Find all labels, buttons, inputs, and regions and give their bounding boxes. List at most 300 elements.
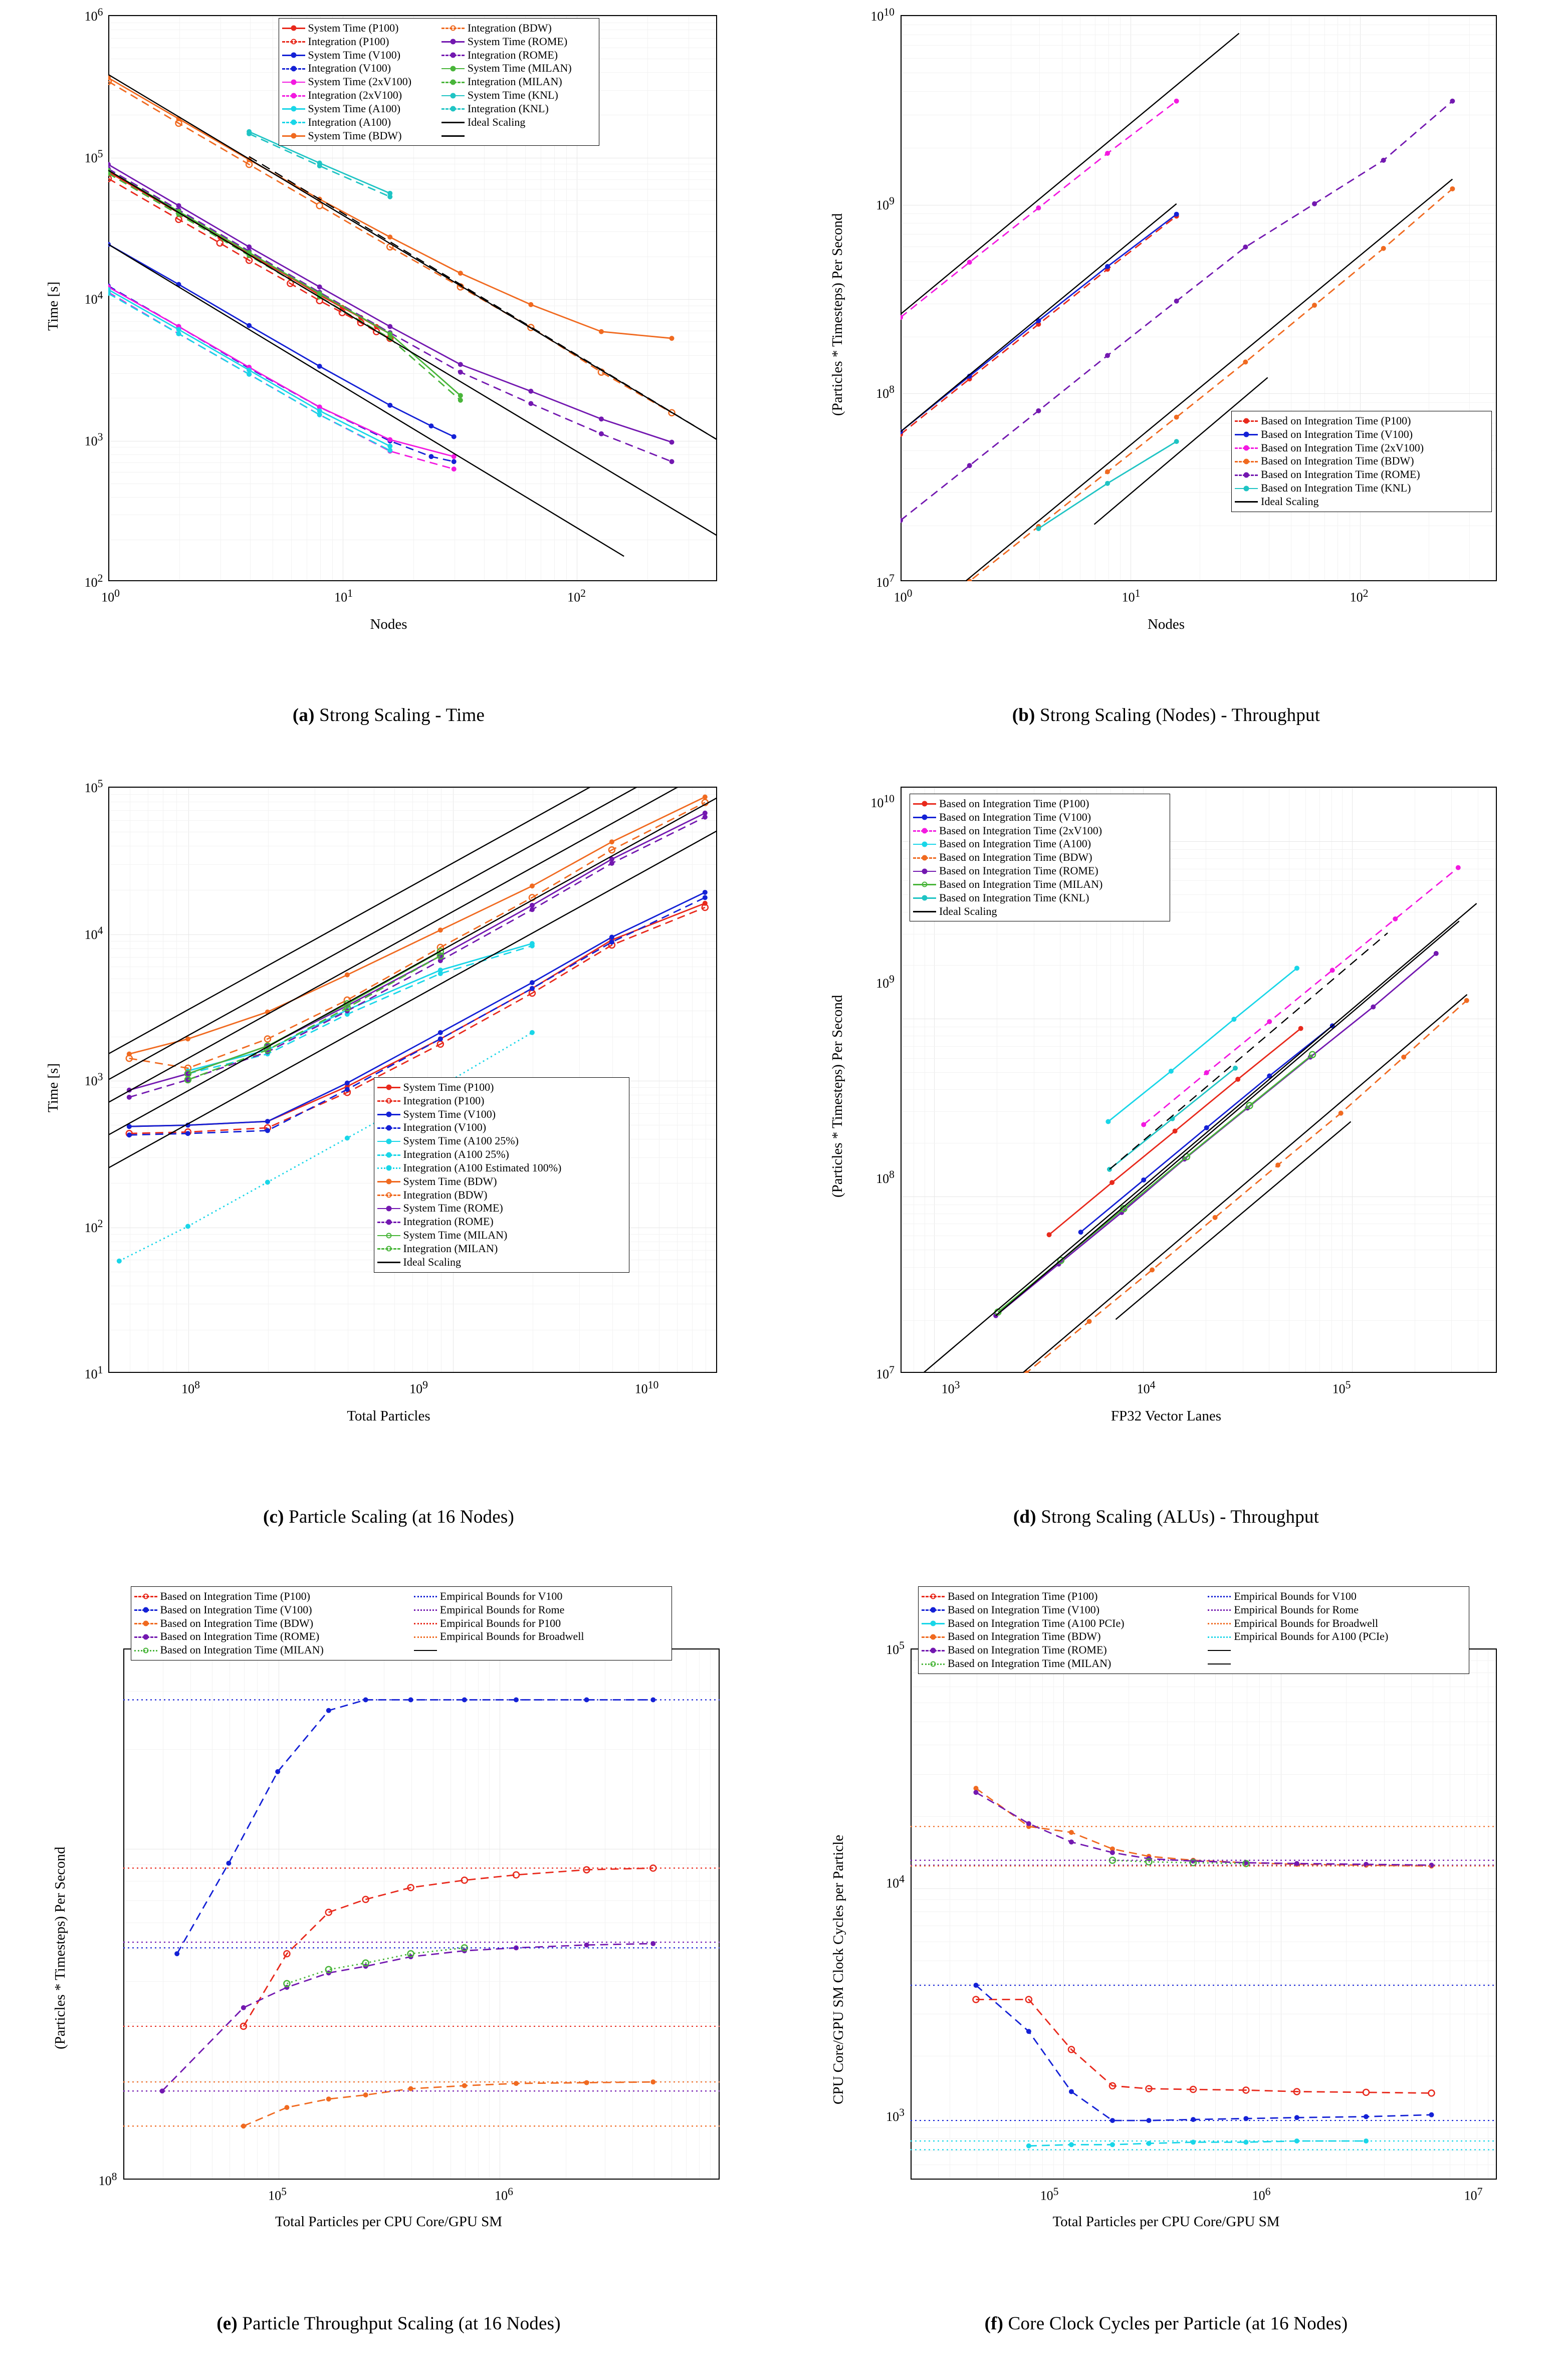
- data-marker: [598, 416, 603, 421]
- y-tick-a-4: $10^6$: [84, 6, 103, 24]
- legend-symbol: [377, 1205, 400, 1213]
- legend-item[interactable]: [441, 129, 595, 143]
- legend-item[interactable]: [1208, 1590, 1465, 1603]
- legend-label: Integration (A100 25%): [403, 1148, 509, 1161]
- data-marker: [1381, 246, 1386, 251]
- y-tick-a-0: $10^2$: [84, 572, 103, 590]
- series-line: [976, 2000, 1432, 2093]
- legend-item[interactable]: [377, 1094, 625, 1108]
- data-marker: [451, 434, 456, 439]
- x-axis-label-d: FP32 Vector Lanes: [1110, 1408, 1222, 1424]
- data-marker: [1191, 2117, 1196, 2122]
- legend-symbol: [414, 1592, 437, 1600]
- data-marker: [1174, 212, 1179, 217]
- y-axis-label-d: (Particles * Timesteps) Per Second: [829, 995, 845, 1198]
- series-line: [243, 2082, 652, 2126]
- data-marker: [898, 518, 903, 523]
- legend-label: Integration (P100): [308, 35, 389, 48]
- data-marker: [1312, 303, 1317, 308]
- legend-symbol: [913, 813, 936, 821]
- x-axis-label-e: Total Particles per CPU Core/GPU SM: [275, 2214, 503, 2230]
- data-marker: [1243, 2116, 1248, 2121]
- legend-item[interactable]: [282, 116, 434, 129]
- legend-label: Based on Integration Time (2xV100): [939, 824, 1102, 837]
- legend-item[interactable]: [134, 1603, 407, 1617]
- legend-label: Based on Integration Time (BDW): [939, 851, 1092, 864]
- legend-item[interactable]: [913, 824, 1166, 838]
- data-marker: [1173, 1128, 1178, 1133]
- legend-symbol: [377, 1232, 400, 1240]
- data-marker: [529, 943, 534, 948]
- x-axis-label-f: Total Particles per CPU Core/GPU SM: [1052, 2214, 1280, 2230]
- legend-label: Based on Integration Time (MILAN): [948, 1657, 1112, 1670]
- legend-item[interactable]: [377, 1121, 625, 1134]
- series-based-on-integration-time-p100-: [973, 1997, 1434, 2096]
- legend-label: Integration (BDW): [403, 1188, 488, 1201]
- data-marker: [408, 2086, 413, 2091]
- legend-label: Integration (P100): [403, 1094, 485, 1107]
- legend-label: Empirical Bounds for A100 (PCIe): [1234, 1630, 1389, 1643]
- legend-item[interactable]: [1235, 428, 1487, 441]
- x-tick-b-0: $10^0$: [894, 587, 913, 605]
- legend-item[interactable]: [282, 102, 434, 116]
- series-line: [129, 817, 705, 1097]
- legend-label: System Time (A100 25%): [403, 1134, 519, 1147]
- data-marker: [284, 2105, 289, 2110]
- x-axis-label-c: Total Particles: [347, 1408, 430, 1424]
- data-marker: [1109, 1180, 1115, 1185]
- legend-label: Ideal Scaling: [403, 1255, 461, 1268]
- y-tick-a-1: $10^3$: [84, 431, 103, 448]
- legend-symbol: [922, 1606, 945, 1614]
- legend-item[interactable]: [441, 116, 595, 129]
- series-line: [108, 169, 672, 462]
- legend-symbol: [282, 118, 305, 126]
- legend-item[interactable]: [913, 851, 1166, 864]
- legend-symbol: [282, 38, 305, 46]
- ideal-scaling-line: [108, 245, 624, 557]
- data-marker: [1429, 2090, 1435, 2096]
- data-marker: [1275, 1162, 1280, 1167]
- data-marker: [1069, 1830, 1074, 1835]
- x-tick-f-1: $10^6$: [1252, 2186, 1271, 2203]
- data-marker: [1267, 1019, 1272, 1024]
- legend-label: Integration (ROME): [467, 48, 558, 61]
- data-marker: [428, 454, 433, 459]
- series-system-time-2xv100-: [106, 285, 457, 459]
- ideal-scaling-line: [901, 34, 1239, 315]
- data-marker: [458, 393, 463, 398]
- ideal-scaling-line: [964, 995, 1467, 1423]
- legend-item[interactable]: [913, 837, 1166, 851]
- legend-label: Based on Integration Time (BDW): [948, 1630, 1101, 1643]
- legend-item[interactable]: [1235, 414, 1487, 428]
- legend-b[interactable]: [1231, 411, 1492, 512]
- caption-e: (e) Particle Throughput Scaling (at 16 Nodes): [216, 2313, 561, 2334]
- data-marker: [1294, 966, 1299, 971]
- legend-label: System Time (P100): [308, 22, 399, 34]
- legend-symbol: [377, 1177, 400, 1185]
- data-marker: [1169, 1069, 1174, 1074]
- data-marker: [967, 260, 972, 265]
- legend-item[interactable]: [134, 1630, 407, 1643]
- data-marker: [458, 370, 463, 375]
- legend-item[interactable]: [922, 1630, 1201, 1643]
- data-marker: [387, 448, 392, 453]
- legend-label: Based on Integration Time (KNL): [939, 891, 1089, 904]
- series-based-on-integration-time-v100-: [973, 1983, 1434, 2123]
- legend-label: Ideal Scaling: [939, 904, 997, 917]
- data-marker: [669, 459, 674, 464]
- series-based-on-integration-time-2xv100-: [898, 99, 1179, 320]
- legend-item[interactable]: [1235, 495, 1487, 509]
- legend-item[interactable]: [922, 1603, 1201, 1617]
- data-marker: [529, 986, 534, 991]
- data-marker: [528, 401, 533, 406]
- data-marker: [598, 329, 603, 334]
- legend-symbol: [414, 1619, 437, 1627]
- x-tick-c-0: $10^8$: [181, 1379, 200, 1396]
- y-axis-label-b: (Particles * Timesteps) Per Second: [829, 213, 845, 416]
- series-line: [108, 287, 454, 457]
- series-based-on-integration-time-a100-pcie-: [1026, 2138, 1369, 2149]
- legend-item[interactable]: [377, 1134, 625, 1148]
- series-system-time-bdw-: [126, 795, 707, 1057]
- legend-item[interactable]: [441, 35, 595, 49]
- legend-label: Based on Integration Time (P100): [939, 797, 1089, 810]
- legend-item[interactable]: [441, 102, 595, 116]
- data-marker: [1141, 1122, 1146, 1127]
- subfigure-c: [0, 772, 777, 1573]
- legend-label: Integration (ROME): [403, 1215, 494, 1228]
- legend-f[interactable]: [918, 1586, 1469, 1674]
- legend-item[interactable]: [1208, 1603, 1465, 1617]
- data-marker: [1110, 1850, 1115, 1855]
- legend-label: Integration (BDW): [467, 22, 552, 34]
- legend-e[interactable]: [131, 1586, 672, 1660]
- legend-label: Integration (A100 Estimated 100%): [403, 1161, 562, 1174]
- legend-item[interactable]: [441, 62, 595, 75]
- legend-symbol: [1208, 1606, 1231, 1614]
- data-marker: [1147, 2141, 1152, 2146]
- legend-label: Based on Integration Time (A100 PCIe): [948, 1616, 1125, 1629]
- subfigure-f: [777, 1573, 1555, 2380]
- data-marker: [609, 939, 614, 944]
- legend-a[interactable]: [279, 18, 599, 146]
- legend-item[interactable]: [377, 1148, 625, 1161]
- legend-symbol: [1208, 1592, 1231, 1600]
- data-marker: [275, 1769, 280, 1774]
- series-line: [976, 1985, 1432, 2120]
- y-tick-d-0: $10^7$: [876, 1364, 895, 1381]
- data-marker: [1036, 526, 1041, 531]
- caption-b: (b) Strong Scaling (Nodes) - Throughput: [1012, 705, 1320, 726]
- data-marker: [344, 1081, 349, 1086]
- legend-item[interactable]: [377, 1175, 625, 1188]
- y-tick-b-2: $10^9$: [876, 195, 895, 212]
- legend-item[interactable]: [377, 1242, 625, 1256]
- x-tick-c-2: $10^{10}$: [634, 1379, 659, 1396]
- data-marker: [451, 459, 456, 464]
- data-marker: [458, 271, 463, 276]
- data-marker: [185, 1224, 190, 1229]
- data-marker: [1429, 2112, 1434, 2117]
- data-marker: [1036, 408, 1041, 413]
- series-based-on-integration-time-milan-: [284, 1945, 467, 1987]
- legend-label: Ideal Scaling: [467, 115, 526, 128]
- legend-item[interactable]: [1208, 1643, 1465, 1657]
- legend-symbol: [441, 105, 465, 113]
- data-marker: [1105, 353, 1110, 358]
- data-marker: [528, 302, 533, 307]
- legend-label: System Time (BDW): [308, 129, 402, 142]
- legend-item[interactable]: [913, 891, 1166, 905]
- y-axis-label-a: Time [s]: [45, 281, 61, 331]
- data-marker: [437, 1030, 442, 1035]
- data-marker: [1069, 1839, 1074, 1844]
- data-marker: [1174, 99, 1179, 104]
- series-based-on-integration-time-rome-: [159, 1941, 655, 2093]
- legend-label: Based on Integration Time (V100): [948, 1603, 1100, 1616]
- data-marker: [387, 437, 392, 442]
- plot-a: [23, 0, 755, 701]
- caption-a: (a) Strong Scaling - Time: [292, 705, 485, 726]
- legend-item[interactable]: [377, 1215, 625, 1229]
- data-marker: [1330, 968, 1335, 973]
- legend-item[interactable]: [1235, 454, 1487, 468]
- legend-item[interactable]: [282, 62, 434, 75]
- data-marker: [316, 202, 322, 208]
- ideal-scaling-line: [108, 170, 717, 536]
- legend-item[interactable]: [922, 1643, 1201, 1657]
- series-line: [129, 797, 705, 1054]
- y-tick-a-2: $10^4$: [84, 289, 103, 307]
- legend-item[interactable]: [922, 1657, 1201, 1671]
- caption-f: (f) Core Clock Cycles per Particle (at 16 Nodes): [984, 2313, 1348, 2334]
- legend-item[interactable]: [414, 1617, 668, 1630]
- legend-item[interactable]: [377, 1256, 625, 1269]
- series-line: [1144, 868, 1458, 1125]
- legend-c[interactable]: [374, 1077, 629, 1273]
- x-tick-a-1: $10^1$: [334, 587, 353, 605]
- legend-label: Based on Integration Time (2xV100): [1261, 441, 1424, 454]
- legend-label: System Time (V100): [403, 1107, 496, 1120]
- legend-item[interactable]: [913, 811, 1166, 824]
- legend-item[interactable]: [414, 1643, 668, 1657]
- legend-symbol: [134, 1606, 157, 1614]
- data-marker: [1450, 99, 1455, 104]
- legend-label: Integration (KNL): [467, 102, 549, 115]
- ideal-scaling-line: [901, 179, 1452, 635]
- data-marker: [317, 285, 322, 290]
- legend-item[interactable]: [1208, 1657, 1465, 1671]
- data-marker: [1233, 1066, 1238, 1071]
- legend-item[interactable]: [282, 75, 434, 89]
- data-marker: [451, 466, 456, 471]
- legend-item[interactable]: [414, 1590, 668, 1603]
- series-line: [108, 173, 461, 400]
- data-marker: [898, 315, 903, 320]
- legend-label: Based on Integration Time (A100): [939, 837, 1091, 850]
- legend-item[interactable]: [913, 878, 1166, 891]
- legend-label: Based on Integration Time (P100): [948, 1590, 1098, 1602]
- legend-label: Integration (V100): [403, 1121, 487, 1134]
- data-marker: [702, 795, 707, 800]
- x-tick-f-0: $10^5$: [1040, 2186, 1059, 2203]
- legend-symbol: [922, 1633, 945, 1641]
- legend-item[interactable]: [441, 89, 595, 102]
- data-marker: [1191, 2139, 1196, 2145]
- data-marker: [462, 2083, 467, 2088]
- legend-item[interactable]: [1208, 1617, 1465, 1630]
- legend-item[interactable]: [282, 89, 434, 102]
- data-marker: [1464, 998, 1469, 1003]
- data-marker: [1036, 205, 1041, 210]
- legend-label: Empirical Bounds for Broadwell: [1234, 1616, 1379, 1629]
- legend-label: System Time (P100): [403, 1081, 494, 1093]
- legend-symbol: [377, 1164, 400, 1172]
- data-marker: [1364, 2114, 1369, 2119]
- data-marker: [1298, 1026, 1303, 1031]
- legend-symbol: [1235, 498, 1258, 506]
- y-tick-f-1: $10^4$: [886, 1873, 905, 1890]
- legend-label: Based on Integration Time (V100): [939, 810, 1091, 823]
- legend-item[interactable]: [1235, 482, 1487, 495]
- legend-item[interactable]: [922, 1590, 1201, 1603]
- legend-symbol: [1235, 485, 1258, 493]
- plot-e: [23, 1573, 755, 2310]
- ideal-scaling-line: [108, 743, 717, 1080]
- legend-item[interactable]: [414, 1630, 668, 1643]
- series-line: [1029, 2141, 1366, 2146]
- data-marker: [598, 431, 603, 436]
- legend-label: Based on Integration Time (V100): [1261, 427, 1413, 440]
- legend-item[interactable]: [134, 1643, 407, 1657]
- x-tick-b-1: $10^1$: [1122, 587, 1141, 605]
- legend-item[interactable]: [441, 22, 595, 35]
- legend-item[interactable]: [282, 35, 434, 49]
- legend-label: Integration (MILAN): [467, 75, 562, 88]
- data-marker: [126, 1132, 131, 1137]
- legend-item[interactable]: [913, 797, 1166, 811]
- legend-item[interactable]: [377, 1188, 625, 1202]
- legend-item[interactable]: [1208, 1630, 1465, 1643]
- legend-item[interactable]: [1235, 441, 1487, 455]
- x-tick-a-2: $10^2$: [567, 587, 586, 605]
- legend-symbol: [922, 1619, 945, 1627]
- series-based-on-integration-time-v100-: [898, 212, 1179, 434]
- data-marker: [317, 412, 322, 417]
- subfigure-a: [0, 0, 777, 772]
- legend-label: System Time (MILAN): [403, 1229, 508, 1242]
- data-marker: [387, 331, 392, 336]
- legend-symbol: [441, 132, 465, 140]
- y-tick-f-0: $10^3$: [886, 2106, 905, 2124]
- legend-item[interactable]: [134, 1590, 407, 1603]
- legend-item[interactable]: [913, 905, 1166, 918]
- data-marker: [1105, 1119, 1110, 1124]
- legend-item[interactable]: [377, 1081, 625, 1094]
- y-tick-d-1: $10^8$: [876, 1168, 895, 1186]
- legend-item[interactable]: [441, 75, 595, 89]
- data-marker: [247, 372, 252, 377]
- legend-label: System Time (ROME): [467, 35, 568, 48]
- series-based-on-integration-time-p100-: [240, 1865, 655, 2029]
- legend-label: System Time (V100): [308, 48, 401, 61]
- legend-item[interactable]: [282, 22, 434, 35]
- legend-item[interactable]: [377, 1202, 625, 1215]
- data-marker: [326, 1708, 331, 1713]
- legend-item[interactable]: [922, 1617, 1201, 1630]
- legend-symbol: [377, 1258, 400, 1266]
- legend-d[interactable]: [910, 794, 1170, 921]
- legend-item[interactable]: [377, 1108, 625, 1121]
- legend-symbol: [913, 880, 936, 888]
- x-tick-d-0: $10^3$: [941, 1379, 960, 1396]
- series-based-on-integration-time-v100-: [1078, 1023, 1335, 1235]
- data-marker: [529, 907, 534, 912]
- series-line: [243, 1868, 652, 2026]
- legend-item[interactable]: [1235, 468, 1487, 482]
- legend-item[interactable]: [282, 129, 434, 143]
- y-tick-d-2: $10^9$: [876, 973, 895, 991]
- legend-symbol: [282, 65, 305, 73]
- data-marker: [176, 331, 181, 336]
- legend-symbol: [377, 1151, 400, 1159]
- data-marker: [529, 980, 534, 985]
- y-axis-label-c: Time [s]: [45, 1063, 61, 1112]
- legend-label: Based on Integration Time (ROME): [939, 864, 1098, 877]
- legend-symbol: [913, 854, 936, 862]
- legend-symbol: [441, 65, 465, 73]
- x-tick-d-2: $10^5$: [1332, 1379, 1351, 1396]
- series-line: [964, 1001, 1467, 1423]
- series-integration-v100-: [106, 284, 457, 464]
- legend-label: Based on Integration Time (ROME): [1261, 468, 1420, 481]
- legend-item[interactable]: [377, 1161, 625, 1175]
- legend-item[interactable]: [913, 864, 1166, 878]
- series-integration-2xv100-: [106, 290, 457, 471]
- data-marker: [1363, 2089, 1369, 2095]
- y-tick-c-2: $10^3$: [84, 1071, 103, 1088]
- data-marker: [967, 463, 972, 468]
- data-marker: [1243, 245, 1248, 250]
- legend-symbol: [282, 132, 305, 140]
- data-marker: [437, 971, 442, 976]
- subfigure-d: [777, 772, 1555, 1573]
- data-marker: [702, 895, 707, 900]
- legend-symbol: [441, 92, 465, 100]
- data-marker: [458, 398, 463, 403]
- legend-symbol: [134, 1619, 157, 1627]
- legend-item[interactable]: [377, 1229, 625, 1242]
- legend-symbol: [441, 118, 465, 126]
- data-marker: [247, 131, 252, 136]
- data-marker: [226, 1861, 231, 1866]
- data-marker: [387, 324, 392, 329]
- legend-item[interactable]: [441, 49, 595, 62]
- legend-item[interactable]: [282, 49, 434, 62]
- y-tick-b-3: $10^{10}$: [870, 6, 895, 24]
- legend-symbol: [1208, 1646, 1231, 1654]
- data-marker: [437, 1036, 442, 1041]
- series-based-on-integration-time-bdw-: [241, 2079, 655, 2128]
- legend-item[interactable]: [414, 1603, 668, 1617]
- data-marker: [1078, 1230, 1083, 1235]
- data-marker: [1434, 951, 1439, 956]
- legend-item[interactable]: [134, 1617, 407, 1630]
- legend-label: Empirical Bounds for Broadwell: [439, 1630, 584, 1643]
